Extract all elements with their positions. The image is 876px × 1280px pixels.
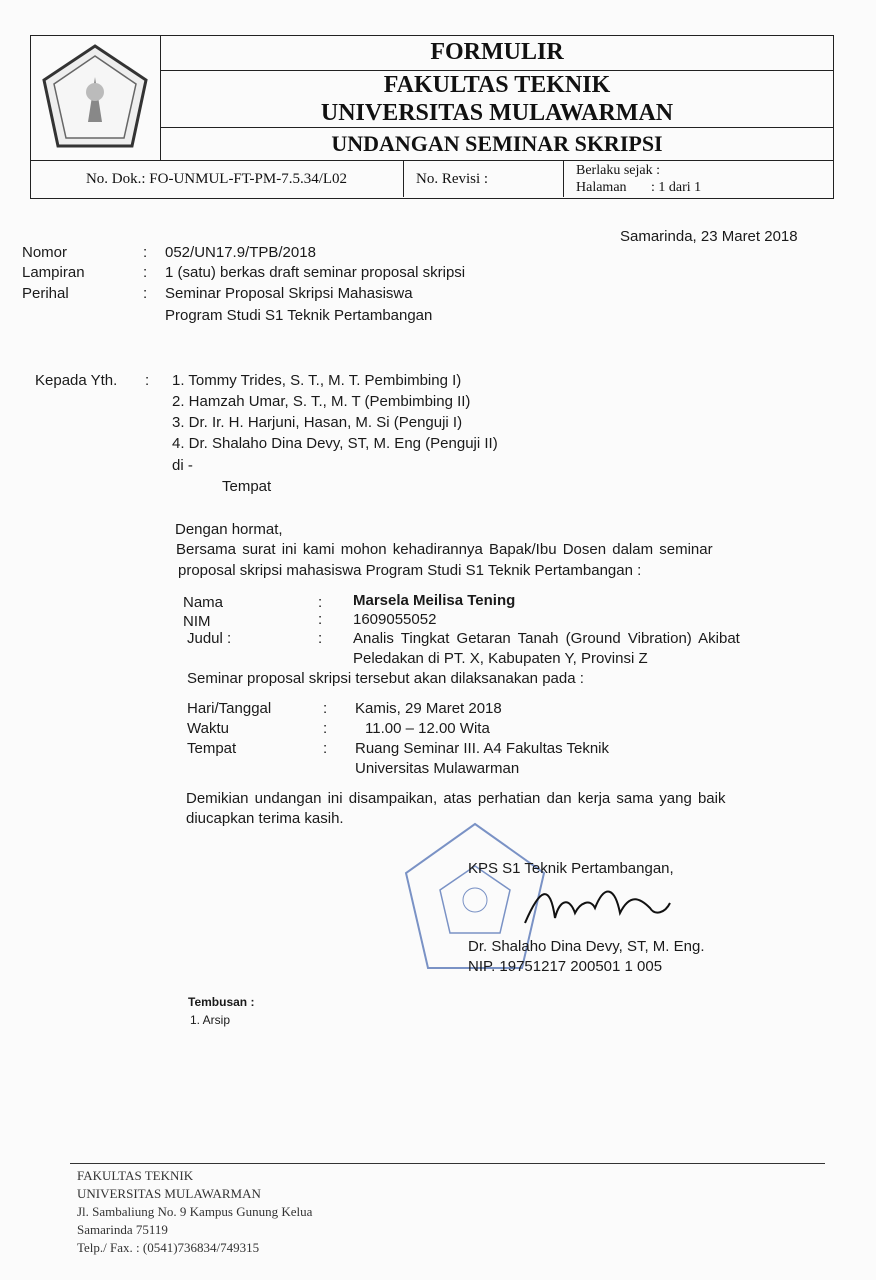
signer-nip: NIP. 19751217 200501 1 005 bbox=[468, 958, 663, 975]
footer-line: Samarinda 75119 bbox=[77, 1222, 168, 1237]
colon: : bbox=[143, 244, 148, 261]
to-label: Kepada Yth. bbox=[35, 372, 118, 389]
nim-label: NIM bbox=[183, 613, 211, 630]
colon: : bbox=[318, 594, 323, 611]
validity-page bbox=[563, 160, 833, 197]
recipient: 1. Tommy Trides, S. T., M. T. Pembimbing I) bbox=[172, 372, 462, 389]
faculty-title bbox=[160, 70, 833, 127]
page-label: Halaman bbox=[576, 180, 627, 195]
university-name: UNIVERSITAS MULAWARMAN bbox=[320, 100, 674, 126]
colon: : bbox=[323, 720, 328, 737]
di: di - bbox=[172, 457, 193, 474]
revision: No. Revisi : bbox=[403, 160, 563, 197]
closing-line: Demikian undangan ini disampaikan, atas perhatian dan kerja sama yang baik bbox=[186, 790, 726, 807]
place-date: Samarinda, 23 Maret 2018 bbox=[620, 228, 798, 245]
seminar-place: Ruang Seminar III. A4 Fakultas Teknik bbox=[355, 740, 610, 757]
colon: : bbox=[143, 264, 148, 281]
letter-number: 052/UN17.9/TPB/2018 bbox=[165, 244, 316, 261]
schedule-intro: Seminar proposal skripsi tersebut akan dilaksanakan pada : bbox=[187, 670, 584, 687]
university-logo bbox=[40, 42, 150, 154]
valid-since: Berlaku sejak : bbox=[576, 163, 660, 178]
seminar-date: Kamis, 29 Maret 2018 bbox=[355, 700, 502, 717]
signer-title: KPS S1 Teknik Pertambangan, bbox=[468, 860, 674, 877]
document-title: UNDANGAN SEMINAR SKRIPSI bbox=[160, 127, 833, 160]
signer-name: Dr. Shalaho Dina Devy, ST, M. Eng. bbox=[468, 938, 705, 955]
footer-line: Telp./ Fax. : (0541)736834/749315 bbox=[77, 1240, 260, 1255]
thesis-title-cont: Peledakan di PT. X, Kabupaten Y, Provinsi Z bbox=[353, 650, 648, 667]
page-info bbox=[576, 179, 701, 196]
faculty-name: FAKULTAS TEKNIK bbox=[383, 72, 611, 98]
place-label: Tempat bbox=[187, 740, 237, 757]
name-label: Nama bbox=[183, 594, 224, 611]
cc-label: Tembusan : bbox=[188, 995, 255, 1009]
page-value: : 1 dari 1 bbox=[651, 180, 702, 195]
footer-line: FAKULTAS TEKNIK bbox=[77, 1168, 194, 1183]
subject: Seminar Proposal Skripsi Mahasiswa bbox=[165, 285, 413, 302]
meta-label: Lampiran bbox=[22, 264, 85, 281]
title-label: Judul : bbox=[187, 630, 232, 647]
colon: : bbox=[318, 630, 323, 647]
attachment: 1 (satu) berkas draft seminar proposal skripsi bbox=[165, 264, 466, 281]
day-label: Hari/Tanggal bbox=[187, 700, 272, 717]
student-name: Marsela Meilisa Tening bbox=[353, 592, 516, 609]
colon: : bbox=[323, 740, 328, 757]
doc-number: No. Dok.: FO-UNMUL-FT-PM-7.5.34/L02 bbox=[30, 160, 403, 197]
time-label: Waktu bbox=[187, 720, 229, 737]
footer-divider bbox=[70, 1163, 825, 1164]
form-title: FORMULIR bbox=[160, 35, 833, 70]
recipient: 3. Dr. Ir. H. Harjuni, Hasan, M. Si (Penguji I) bbox=[172, 414, 463, 431]
body-line: Bersama surat ini kami mohon kehadirannya Bapak/Ibu Dosen dalam seminar bbox=[176, 541, 713, 558]
meta-label: Perihal bbox=[22, 285, 69, 302]
footer-line: UNIVERSITAS MULAWARMAN bbox=[77, 1186, 261, 1201]
cc-item: 1. Arsip bbox=[190, 1013, 231, 1027]
colon: : bbox=[323, 700, 328, 717]
recipient: 4. Dr. Shalaho Dina Devy, ST, M. Eng (Penguji II) bbox=[172, 435, 498, 452]
closing-line: diucapkan terima kasih. bbox=[186, 810, 344, 827]
colon: : bbox=[145, 372, 150, 389]
body-line: proposal skripsi mahasiswa Program Studi S1 Teknik Pertambangan : bbox=[178, 562, 642, 579]
seminar-time: 11.00 – 12.00 Wita bbox=[365, 720, 490, 737]
thesis-title: Analis Tingkat Getaran Tanah (Ground Vibration) Akibat bbox=[353, 630, 740, 647]
greeting: Dengan hormat, bbox=[175, 521, 283, 538]
seminar-place-cont: Universitas Mulawarman bbox=[355, 760, 520, 777]
tempat: Tempat bbox=[222, 478, 272, 495]
signature bbox=[520, 878, 680, 938]
meta-label: Nomor bbox=[22, 244, 68, 261]
subject-cont: Program Studi S1 Teknik Pertambangan bbox=[165, 307, 433, 324]
colon: : bbox=[143, 285, 148, 302]
recipient: 2. Hamzah Umar, S. T., M. T (Pembimbing II) bbox=[172, 393, 471, 410]
colon: : bbox=[318, 611, 323, 628]
footer-line: Jl. Sambaliung No. 9 Kampus Gunung Kelua bbox=[77, 1204, 313, 1219]
student-nim: 1609055052 bbox=[353, 611, 437, 628]
